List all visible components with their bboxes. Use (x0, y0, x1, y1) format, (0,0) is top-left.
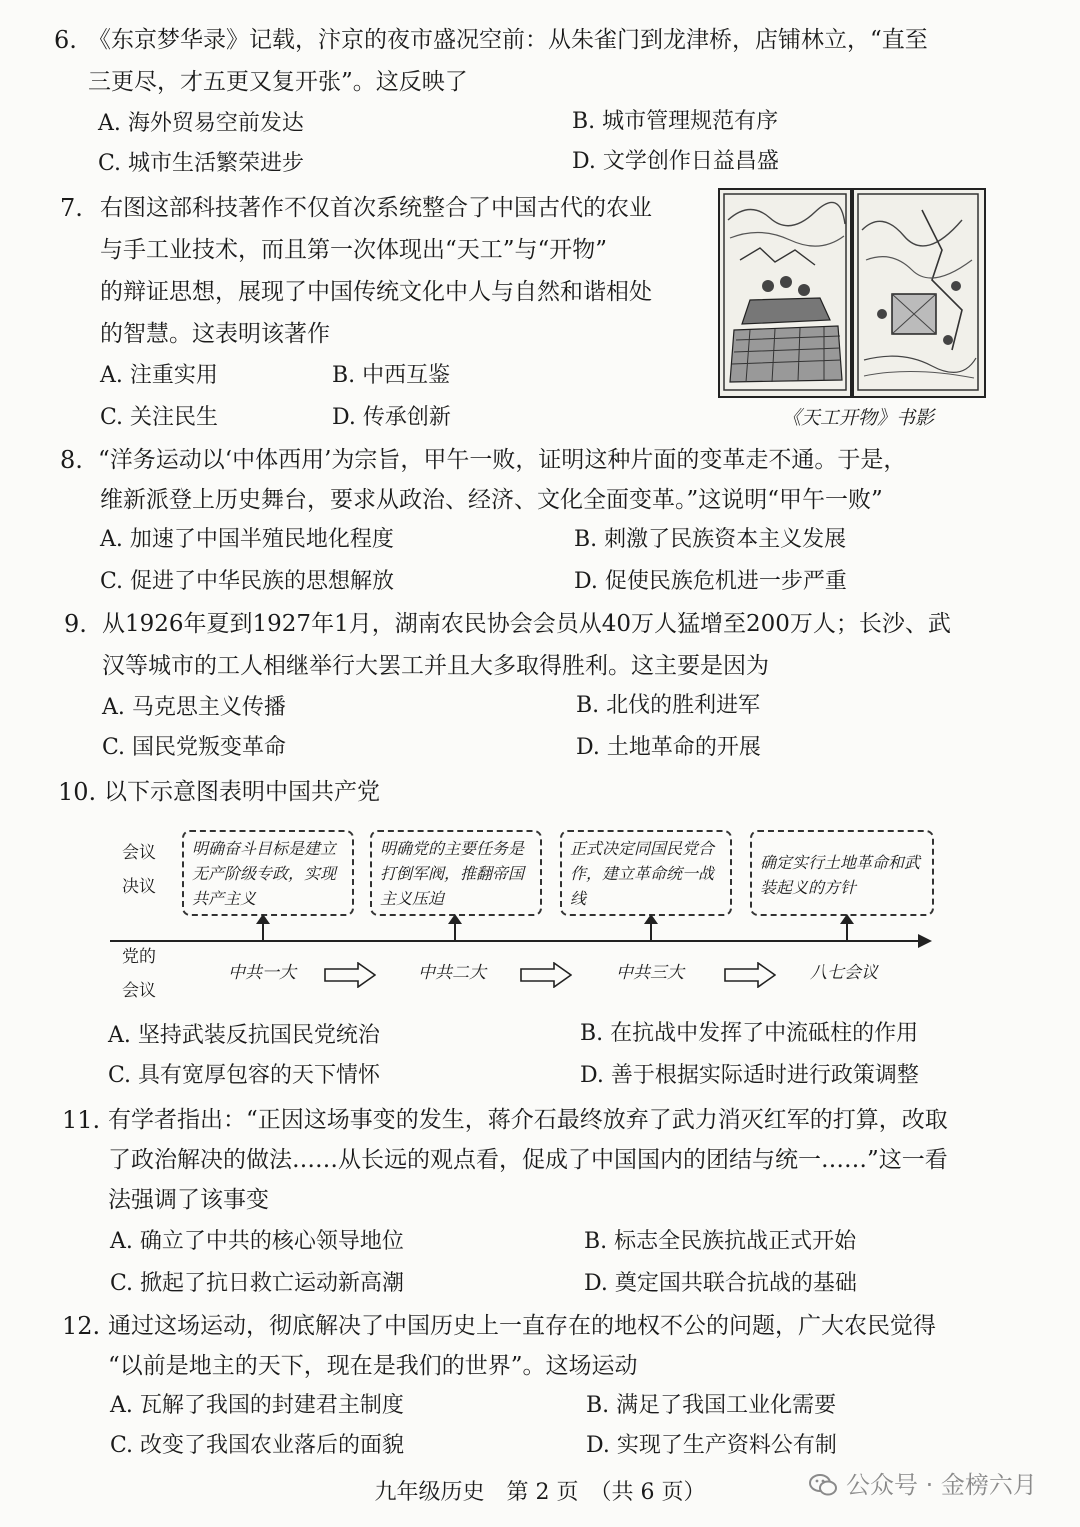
question-8-option-c: C. 促进了中华民族的思想解放 (100, 569, 395, 594)
timeline-arrowhead (918, 934, 932, 948)
question-6-option-a: A. 海外贸易空前发达 (98, 111, 304, 136)
question-7-text-line-2: 与手工业技术，而且第一次体现出“天工”与“开物” (100, 237, 608, 263)
meeting-arrow-3 (650, 920, 652, 940)
question-11-option-a: A. 确立了中共的核心领导地位 (110, 1229, 404, 1254)
question-9-number: 9. (64, 610, 87, 638)
question-7-number: 7. (60, 194, 83, 222)
question-6-option-b: B. 城市管理规范有序 (572, 109, 779, 134)
resolution-box-3: 正式决定同国民党合作，建立革命统一战线 (560, 830, 732, 916)
question-10-number: 10. (58, 778, 97, 806)
question-12-text-line-2: “以前是地主的天下，现在是我们的世界”。这场运动 (108, 1353, 638, 1379)
book-right-page-illustration (852, 190, 984, 396)
question-8-option-d: D. 促使民族危机进一步严重 (574, 569, 847, 594)
question-9-option-b: B. 北伐的胜利进军 (576, 693, 761, 718)
question-9-option-c: C. 国民党叛变革命 (102, 735, 287, 760)
question-11-text-line-1: 有学者指出：“正因这场事变的发生，蒋介石最终放弃了武力消灭红军的打算，改取 (108, 1107, 948, 1133)
question-10-option-a: A. 坚持武装反抗国民党统治 (108, 1023, 380, 1048)
question-11-number: 11. (62, 1106, 101, 1134)
resolution-box-1: 明确奋斗目标是建立无产阶级专政，实现共产主义 (182, 830, 354, 916)
question-11-text-line-3: 法强调了该事变 (108, 1187, 269, 1213)
question-12-option-c: C. 改变了我国农业落后的面貌 (110, 1433, 405, 1458)
question-11-option-d: D. 奠定国共联合抗战的基础 (584, 1271, 857, 1296)
figure-caption: 《天工开物》书影 (782, 407, 935, 429)
meeting-arrow-4 (846, 920, 848, 940)
question-7-option-c: C. 关注民生 (100, 405, 219, 430)
right-arrow-icon (324, 962, 376, 988)
question-11-option-c: C. 掀起了抗日救亡运动新高潮 (110, 1271, 405, 1296)
meeting-name-1: 中共一大 (228, 963, 296, 983)
question-10-option-c: C. 具有宽厚包容的天下情怀 (108, 1063, 381, 1088)
meeting-arrow-1 (262, 920, 264, 940)
diagram-label-resolution-2: 决议 (122, 877, 156, 897)
diagram-label-meeting-2: 会议 (122, 981, 156, 1001)
question-11-option-b: B. 标志全民族抗战正式开始 (584, 1229, 857, 1254)
wechat-watermark (808, 1468, 1037, 1502)
meeting-name-3: 中共三大 (616, 963, 684, 983)
page-footer: 九年级历史 第 2 页 （共 6 页） (374, 1480, 706, 1505)
question-9-text-line-1: 从1926年夏到1927年1月，湖南农民协会会员从40万人猛增至200万人；长沙、武 (102, 611, 951, 637)
question-12-option-a: A. 瓦解了我国的封建君主制度 (110, 1393, 404, 1418)
question-6-option-d: D. 文学创作日益昌盛 (572, 149, 779, 174)
book-left-page-illustration (720, 190, 852, 396)
question-10-text-line-1: 以下示意图表明中国共产党 (104, 779, 380, 805)
question-9-option-a: A. 马克思主义传播 (102, 695, 286, 720)
question-10-option-b: B. 在抗战中发挥了中流砥柱的作用 (580, 1021, 919, 1046)
question-6-text-line-1: 《东京梦华录》记载，汴京的夜市盛况空前：从朱雀门到龙津桥，店铺林立，“直至 (88, 27, 928, 53)
watermark-text: 公众号 · 金榜六月 (846, 1471, 1037, 1499)
question-7-text-line-3: 的辩证思想，展现了中国传统文化中人与自然和谐相处 (100, 279, 652, 305)
question-8-text-line-2: 维新派登上历史舞台，要求从政治、经济、文化全面变革。”这说明“甲午一败” (100, 487, 883, 513)
question-12-text-line-1: 通过这场运动，彻底解决了中国历史上一直存在的地权不公的问题，广大农民觉得 (108, 1313, 936, 1339)
timeline-axis (110, 940, 922, 942)
question-7-option-b: B. 中西互鉴 (332, 363, 451, 388)
resolution-box-2: 明确党的主要任务是打倒军阀，推翻帝国主义压迫 (370, 830, 542, 916)
question-7-text-line-1: 右图这部科技著作不仅首次系统整合了中国古代的农业 (100, 195, 652, 221)
question-9-option-d: D. 土地革命的开展 (576, 735, 761, 760)
question-6-text-line-2: 三更尽，才五更又复开张”。这反映了 (88, 69, 468, 95)
question-12-option-b: B. 满足了我国工业化需要 (586, 1393, 837, 1418)
question-8-option-a: A. 加速了中国半殖民地化程度 (100, 527, 394, 552)
tiangong-kaiwu-book-image (718, 188, 986, 398)
question-7-option-a: A. 注重实用 (100, 363, 218, 388)
question-8-number: 8. (60, 446, 83, 474)
diagram-label-meeting-1: 党的 (122, 947, 156, 967)
right-arrow-icon (520, 962, 572, 988)
question-7-text-line-4: 的智慧。这表明该著作 (100, 321, 330, 347)
question-12-option-d: D. 实现了生产资料公有制 (586, 1433, 837, 1458)
question-6-option-c: C. 城市生活繁荣进步 (98, 151, 305, 176)
question-8-text-line-1: “洋务运动以‘中体西用’为宗旨，甲午一败，证明这种片面的变革走不通。于是， (98, 447, 907, 473)
question-12-number: 12. (62, 1312, 101, 1340)
question-8-option-b: B. 刺激了民族资本主义发展 (574, 527, 847, 552)
question-11-text-line-2: 了政治解决的做法……从长远的观点看，促成了中国国内的团结与统一……”这一看 (108, 1147, 948, 1173)
meeting-name-2: 中共二大 (418, 963, 486, 983)
question-10-option-d: D. 善于根据实际适时进行政策调整 (580, 1063, 919, 1088)
right-arrow-icon (724, 962, 776, 988)
question-9-text-line-2: 汉等城市的工人相继举行大罢工并且大多取得胜利。这主要是因为 (102, 653, 769, 679)
cpc-meetings-diagram (110, 822, 940, 1012)
question-7-option-d: D. 传承创新 (332, 405, 451, 430)
question-6-number: 6. (54, 26, 77, 54)
meeting-arrow-2 (454, 920, 456, 940)
wechat-icon (808, 1472, 838, 1498)
diagram-label-resolution-1: 会议 (122, 843, 156, 863)
resolution-box-4: 确定实行土地革命和武装起义的方针 (750, 830, 934, 916)
meeting-name-4: 八七会议 (810, 963, 878, 983)
book-spine (850, 190, 854, 396)
